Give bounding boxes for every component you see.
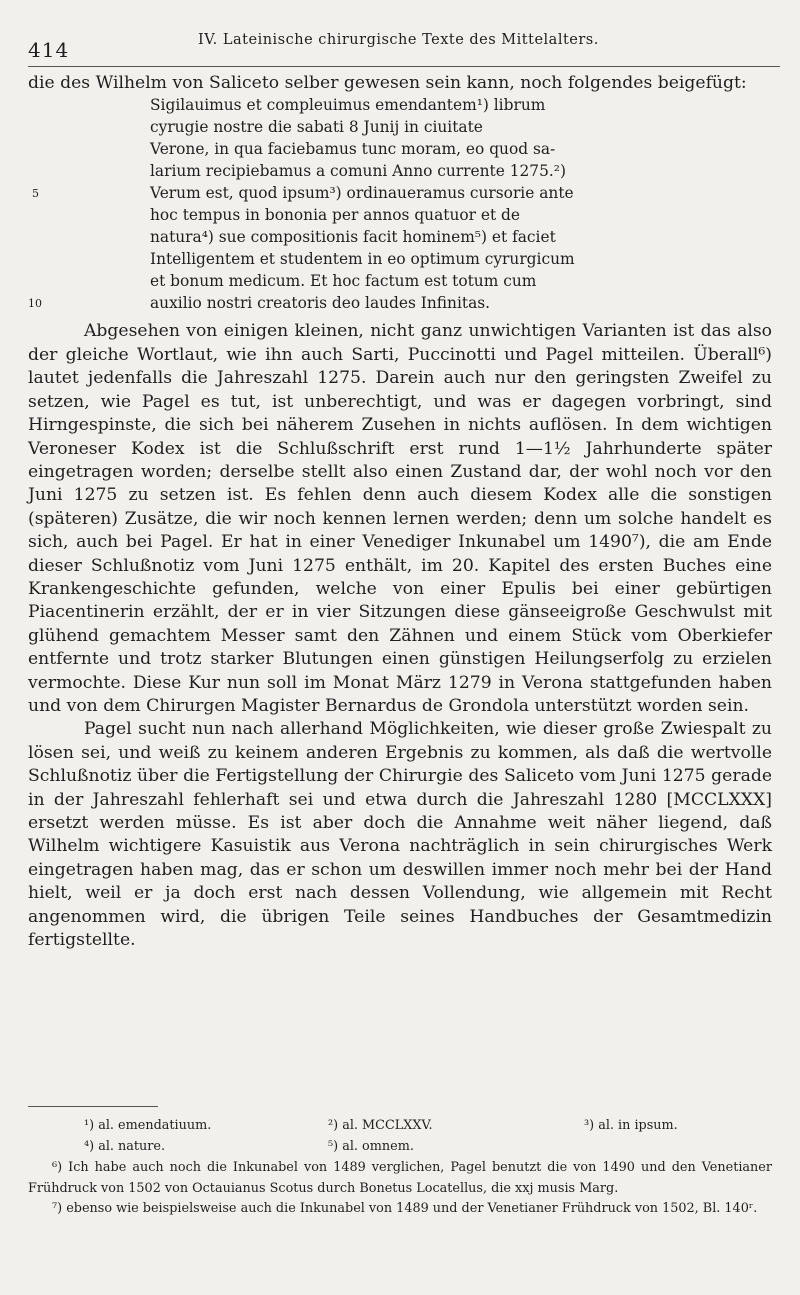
line-number-10: 10 — [28, 296, 42, 310]
footnote-7: ⁷) ebenso wie beispielsweise auch die Inkunabel von 1489 und der Venetianer Frühdruck von 1502, Bl. 140ʳ. — [52, 1201, 758, 1217]
footnote-row-1 — [28, 1116, 772, 1137]
quote-line-8: Intelligentem et studentem in eo optimum cyrurgicum — [150, 249, 575, 268]
quote-line-1: Sigilauimus et compleuimus emendantem¹) librum — [150, 96, 546, 115]
footnote-4: ⁴) al. nature. — [84, 1139, 166, 1154]
quote-line-4: larium recipiebamus a comuni Anno currente 1275.²) — [150, 162, 566, 181]
quote-line-2: cyrugie nostre die sabati 8 Junij in ciuitate — [150, 118, 483, 137]
quote-line-6: hoc tempus in bononia per annos quatuor et de — [150, 205, 521, 224]
footnote-rule — [28, 1106, 158, 1107]
quote-line-7: natura⁴) sue compositionis facit hominem⁵) et faciet — [150, 227, 556, 246]
quote-line-5: 5 Verum est, quod ipsum³) ordinaueramus cursorie ante — [28, 183, 772, 205]
header-rule — [28, 66, 780, 67]
quote-line-3: Verone, in qua faciebamus tunc moram, eo quod sa- — [150, 140, 556, 159]
footnote-3: ³) al. in ipsum. — [584, 1118, 678, 1133]
body-text — [28, 72, 772, 952]
paragraph-1: Abgesehen von einigen kleinen, nicht ganz unwichtigen Varianten ist das also der gleiche Wortlaut, wie ihn auch Sarti, Puccinotti und Pagel mitteilen. Überall⁶) lautet jedenfalls die Jahreszahl 1275. Darein auch nur den geringsten Zweifel zu setzen, wie Pagel es tut, ist unberechtigt, und was er dagegen vorbringt, sind Hirngespinste, die sich bei näherem Zusehen in nichts auflösen. In dem wichtigen Veroneser Kodex ist die Schlußschrift erst rund 1—1½ Jahrhunderte später eingetragen worden; derselbe stellt also einen Zustand dar, der wohl noch vor den Juni 1275 zu setzen ist. Es fehlen denn auch diesem Kodex alle die sonstigen (späteren) Zusätze, die wir noch kennen lernen werden; denn um solche handelt es sich, auch bei Pagel. Er hat in einer Venediger Inkunabel um 1490⁷), die am Ende dieser Schlußnotiz vom Juni 1275 enthält, im 20. Kapitel des ersten Buches eine Krankengeschichte gefunden, welche von einer Epulis bei einer gebürtigen Piacentinerin erzählt, der er in vier Sitzungen diese gänseeigroße Geschwulst mit glühend gemachtem Messer samt den Zähnen und einem Stück vom Oberkiefer entfernte und trotz starker Blutungen einen günstigen Heilungserfolg zu erzielen vermochte. Diese Kur nun soll im Monat März 1279 in Verona stattgefunden haben und von dem Chirurgen Magister Bernardus de Grondola unterstützt worden sein. — [28, 321, 772, 716]
footnotes — [28, 1116, 772, 1220]
page-number: 414 — [28, 38, 70, 62]
paragraph-2: Pagel sucht nun nach allerhand Möglichkeiten, wie dieser große Zwiespalt zu lösen sei, und weiß zu keinem anderen Ergebnis zu kommen, als daß die wertvolle Schlußnotiz über die Fertigstellung der Chirurgie des Saliceto vom Juni 1275 gerade in der Jahreszahl fehlerhaft sei und etwa durch die Jahreszahl 1280 [MCCLXXX] ersetzt werden müsse. Es ist aber doch die Annahme weit näher liegend, daß Wilhelm wichtigere Kasuistik aus Verona nachträglich in sein chirurgisches Werk eingetragen haben mag, das er schon um deswillen immer noch mehr bei der Hand hielt, weil er ja doch erst nach dessen Vollendung, wie allgemein mit Recht angenommen wird, die übrigen Teile seines Handbuches der Gesamtmedizin fertigstellte. — [28, 719, 772, 951]
footnote-6: ⁶) Ich habe auch noch die Inkunabel von 1489 verglichen, Pagel benutzt die von 1490 und den Venetianer Frühdruck von 1502 von Octauianus Scotus durch Bonetus Locatellus, die xxj musis Marg. — [28, 1160, 772, 1196]
page-header — [28, 30, 780, 62]
footnote-row-2 — [28, 1137, 772, 1158]
footnote-5: ⁵) al. omnem. — [328, 1139, 414, 1154]
line-number-5: 5 — [32, 187, 39, 201]
intro-paragraph: die des Wilhelm von Saliceto selber gewesen sein kann, noch folgendes beigefügt: — [28, 73, 747, 93]
quote-line-9: et bonum medicum. Et hoc factum est totum cum — [150, 271, 537, 290]
quote-line-10: 10 auxilio nostri creatoris deo laudes Infinitas. — [28, 293, 772, 315]
latin-colophon-quote — [28, 95, 772, 314]
footnote-2: ²) al. MCCLXXV. — [328, 1118, 433, 1133]
running-head: IV. Lateinische chirurgische Texte des Mittelalters. — [198, 32, 599, 48]
footnote-1: ¹) al. emendatiuum. — [84, 1118, 212, 1133]
